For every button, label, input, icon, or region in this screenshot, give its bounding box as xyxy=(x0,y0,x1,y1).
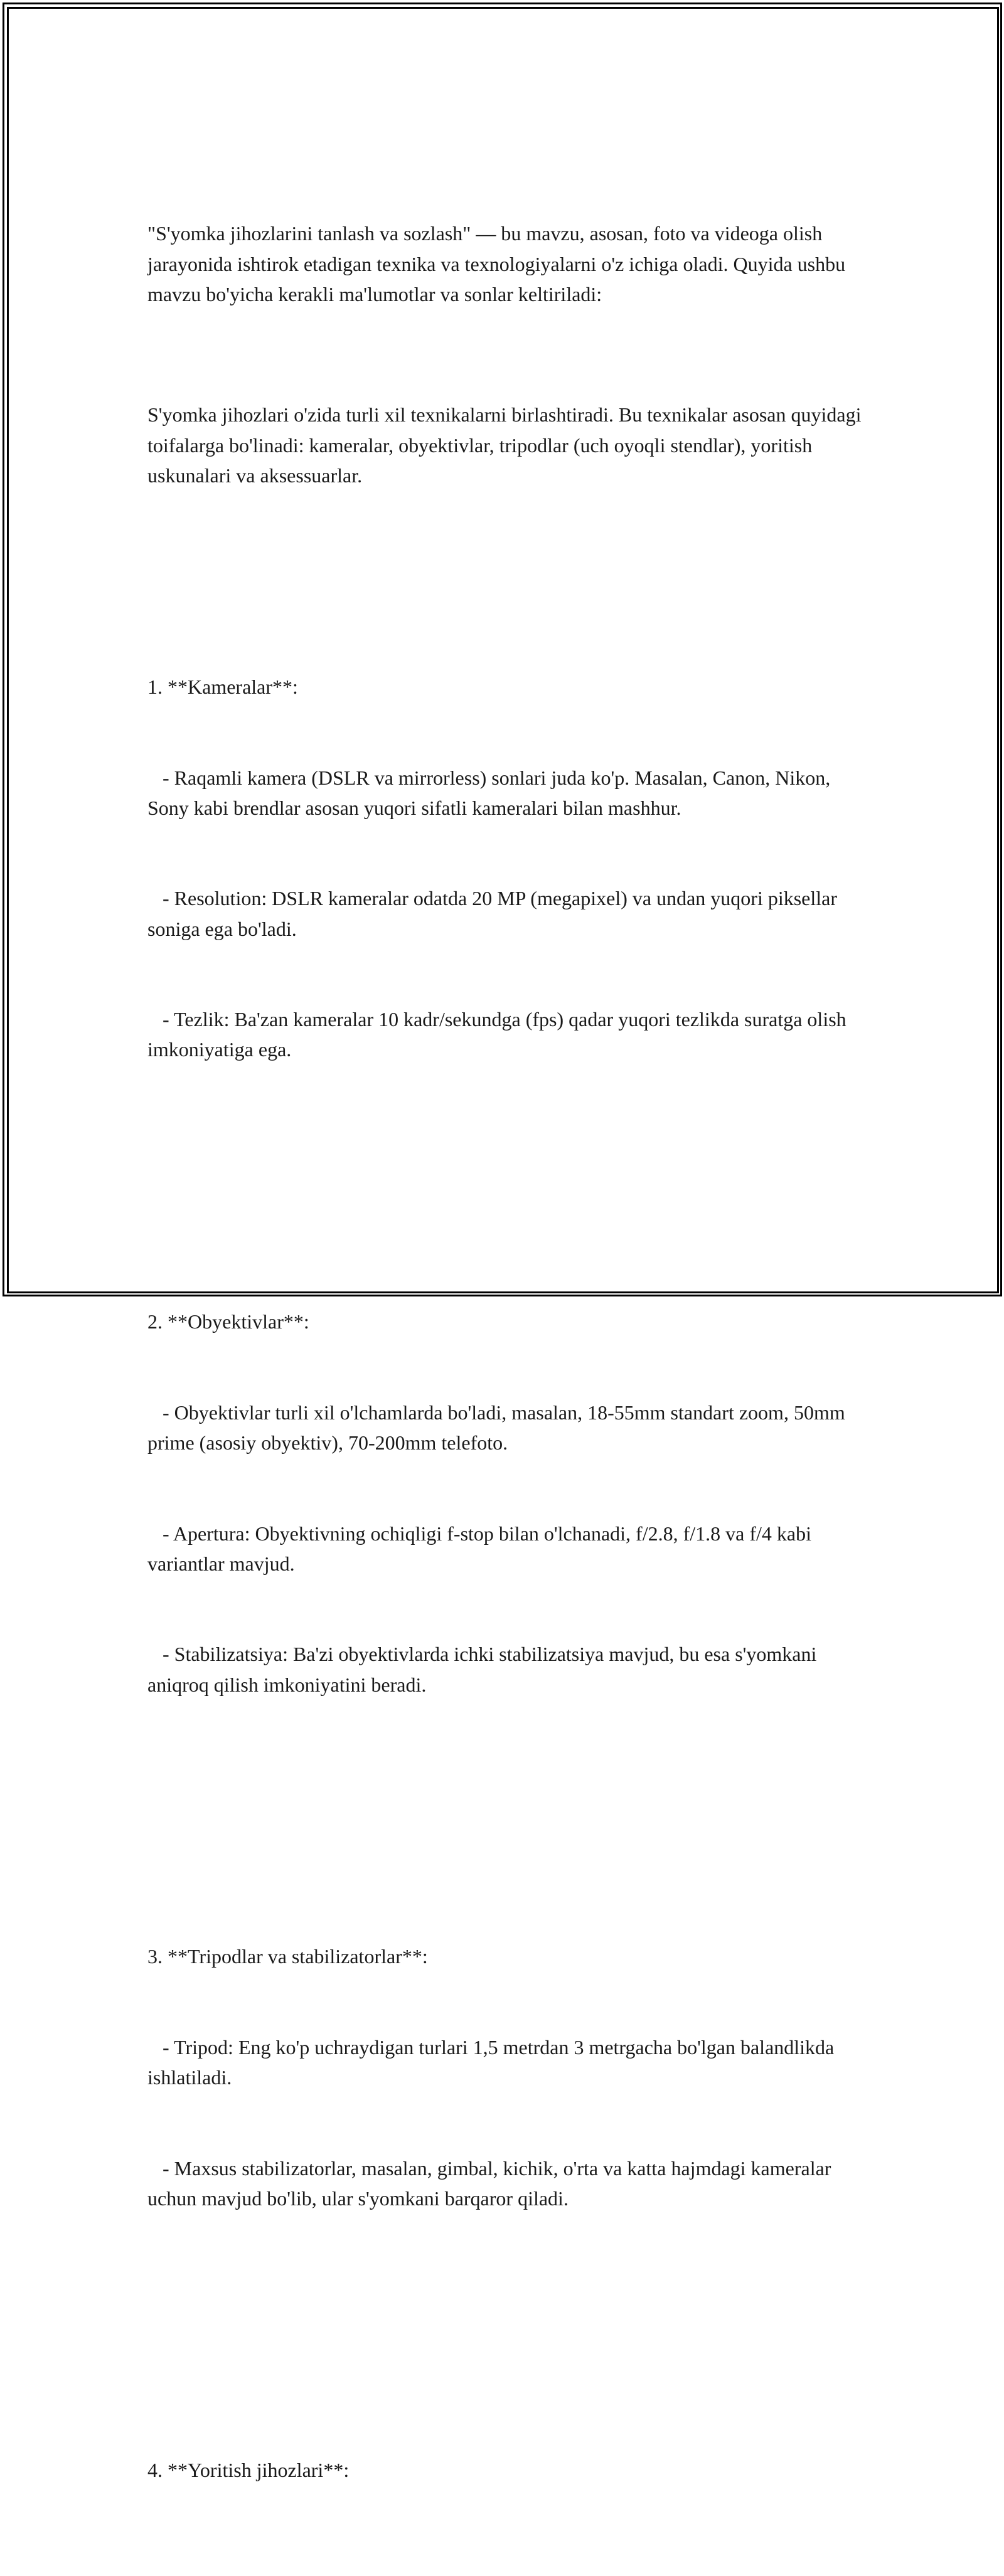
document-body xyxy=(147,158,867,2576)
list-item: - Apertura: Obyektivning ochiqligi f-stop bilan o'lchanadi, f/2.8, f/1.8 va f/4 kabi variantlar mavjud. xyxy=(147,1522,816,1575)
section-tripods xyxy=(147,1881,863,2274)
section-heading: 4. **Yoritish jihozlari**: xyxy=(147,2459,350,2482)
list-item: - Maxsus stabilizatorlar, masalan, gimbal, kichik, o'rta va katta hajmdagi kameralar uchun mavjud bo'lib, ular s'yomkani barqaror qiladi. xyxy=(147,2156,836,2210)
list-item: - Tezlik: Ba'zan kameralar 10 kadr/sekundga (fps) qadar yuqori tezlikda suratga olish imkoniyatiga ega. xyxy=(147,1008,852,1061)
overview-paragraph: S'yomka jihozlari o'zida turli xil texnikalarni birlashtiradi. Bu texnikalar asosan quyidagi toifalarga bo'linadi: kameralar, obyektivlar, tripodlar (uch oyoqli stendlar), yoritish uskunalari va aksessuarlar. xyxy=(147,403,867,487)
intro-paragraph: "S'yomka jihozlarini tanlash va sozlash" — bu mavzu, asosan, foto va videoga olish jarayonida ishtirok etadigan texnika va texnologiyalarni o'z ichiga oladi. Quyida ushbu mavzu bo'yicha kerakli ma'lumotlar va sonlar keltiriladi: xyxy=(147,222,851,305)
list-item: - Stabilizatsiya: Ba'zi obyektivlarda ichki stabilizatsiya mavjud, bu esa s'yomkani aniqroq qilish imkoniyatini beradi. xyxy=(147,1643,822,1696)
section-heading: 2. **Obyektivlar**: xyxy=(147,1310,309,1333)
section-lenses xyxy=(147,1246,863,1760)
list-item: - Resolution: DSLR kameralar odatda 20 MP (megapixel) va undan yuqori piksellar soniga ega bo'ladi. xyxy=(147,887,843,940)
list-item: - Raqamli kamera (DSLR va mirrorless) sonlari juda ko'p. Masalan, Canon, Nikon, Sony kabi brendlar asosan yuqori sifatli kameralari bilan mashhur. xyxy=(147,766,836,819)
section-heading: 3. **Tripodlar va stabilizatorlar**: xyxy=(147,1945,428,1968)
list-item: - Tripod: Eng ko'p uchraydigan turlari 1,5 metrdan 3 metrgacha bo'lgan balandlikda ishlatiladi. xyxy=(147,2035,840,2089)
list-item: - Obyektivlar turli xil o'lchamlarda bo'ladi, masalan, 18-55mm standart zoom, 50mm prime (asosiy obyektiv), 70-200mm telefoto. xyxy=(147,1401,850,1454)
section-lighting xyxy=(147,2395,863,2546)
section-cameras xyxy=(147,612,863,1125)
section-heading: 1. **Kameralar**: xyxy=(147,676,298,699)
